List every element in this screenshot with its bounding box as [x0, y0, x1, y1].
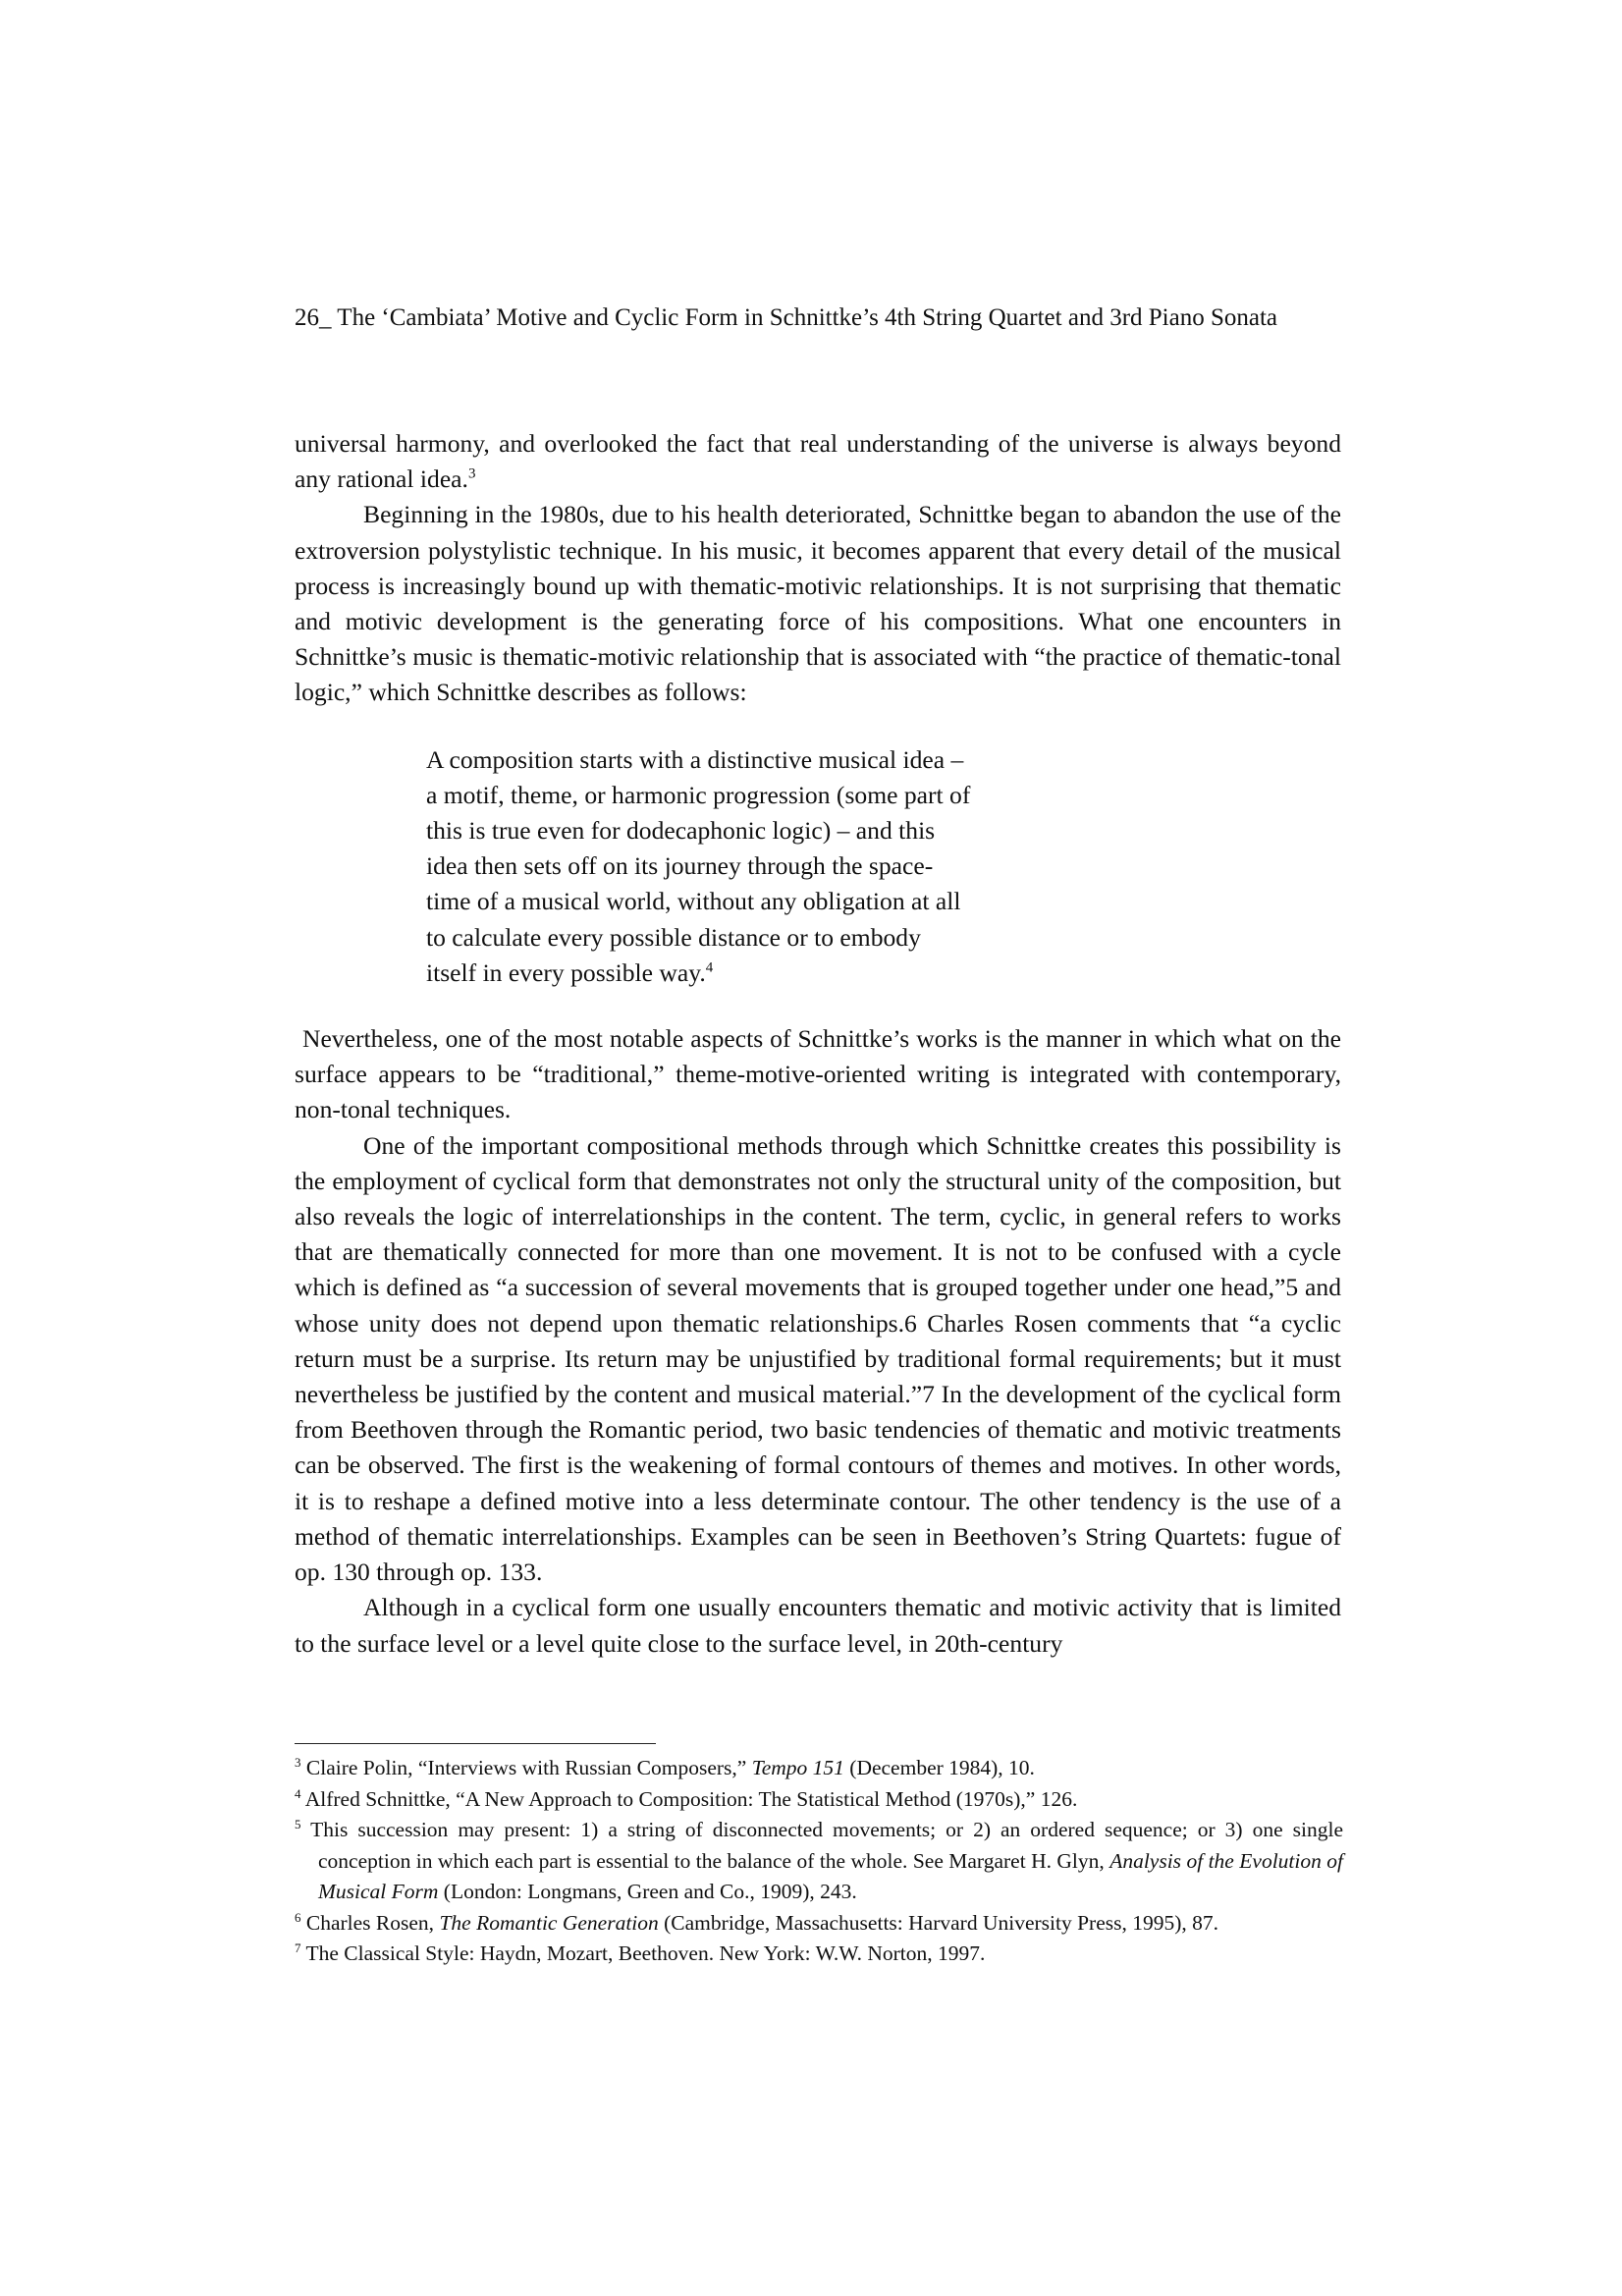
- footnote-title: Analysis of the Evolution of Musical Form: [318, 1848, 1343, 1903]
- block-quote: [426, 742, 1054, 991]
- paragraph-4: One of the important compositional methods through which Schnittke creates this possibility is the employment of cyclical form that demonstrates not only the structural unity of the composition, but also reveals the logic of interrelationships in the content. The term, cyclic, in general refers to works that are thematically connected for more than one movement. It is not to be confused with a cycle which is defined as “a succession of several movements that is grouped together under one head,”5 and whose unity does not depend upon thematic relationships.6 Charles Rosen comments that “a cyclic return must be a surprise. Its return may be unjustified by traditional formal requirements; but it must nevertheless be justified by the content and musical material.”7 In the development of the cyclical form from Beethoven through the Romantic period, two basic tendencies of thematic and motivic treatments can be observed. The first is the weakening of formal contours of themes and motives. In other words, it is to reshape a defined motive into a less determinate contour. The other tendency is the use of a method of thematic interrelationships. Examples can be seen in Beethoven’s String Quartets: fugue of op. 130 through op. 133.: [295, 1130, 1341, 1587]
- paragraph-3: Nevertheless, one of the most notable aspects of Schnittke’s works is the manner in which what on the surface appears to be “traditional,” theme-motive-oriented writing is integrated with contemporary, non-tonal techniques.: [295, 1024, 1341, 1124]
- footnote-text: (London: Longmans, Green and Co., 1909), 243.: [438, 1880, 857, 1903]
- footnote-text: This succession may present: 1) a string of disconnected movements; or 2) an ordered sequence; or 3) one single conception in which each part is essential to the balance of the whole. See Margaret H. Glyn,: [310, 1818, 1343, 1873]
- footnote-number: 7: [295, 1940, 301, 1955]
- footnote-title: Tempo 151: [751, 1756, 844, 1779]
- paragraph-1-text: universal harmony, and overlooked the fact that real understanding of the universe is always beyond any rational idea.: [295, 429, 1341, 494]
- footnote-number: 5: [295, 1816, 301, 1831]
- footnote-text: (Cambridge, Massachusetts: Harvard University Press, 1995), 87.: [658, 1910, 1219, 1935]
- footnote-separator: [295, 1743, 656, 1744]
- paragraph-1: [295, 426, 1341, 497]
- footnote-text: Claire Polin, “Interviews with Russian Composers,”: [305, 1756, 752, 1779]
- footnote-number: 6: [295, 1909, 301, 1925]
- quote-line-1: A composition starts with a distinctive musical idea –: [426, 744, 964, 774]
- footnote-5: [295, 1815, 1343, 1908]
- running-head: 26_ The ‘Cambiata’ Motive and Cyclic Form in Schnittke’s 4th String Quartet and 3rd Piano Sonata: [295, 304, 1278, 331]
- paragraph-5: Although in a cyclical form one usually encounters thematic and motivic activity that is limited to the surface level or a level quite close to the surface level, in 20th-century: [295, 1593, 1341, 1658]
- footnote-3: [295, 1753, 1343, 1784]
- footnote-ref-3: 3: [467, 465, 476, 482]
- footnote-text: Charles Rosen,: [305, 1910, 440, 1935]
- quote-line-4: idea then sets off on its journey through the space-: [426, 851, 934, 881]
- paragraph-2: Beginning in the 1980s, due to his health deteriorated, Schnittke began to abandon the use of the extroversion polystylistic technique. In his music, it becomes apparent that every detail of the musical process is increasingly bound up with thematic-motivic relationships. It is not surprising that thematic and motivic development is the generating force of his compositions. What one encounters in Schnittke’s music is thematic-motivic relationship that is associated with “the practice of thematic-tonal logic,” which Schnittke describes as follows:: [295, 500, 1341, 707]
- footnote-title: The Romantic Generation: [439, 1910, 659, 1935]
- quote-line-6: to calculate every possible distance or to embody: [426, 922, 921, 952]
- footnote-number: 4: [295, 1785, 301, 1801]
- body-text: [295, 426, 1341, 1662]
- quote-line-5: time of a musical world, without any obligation at all: [426, 887, 961, 916]
- footnote-6: [295, 1908, 1343, 1940]
- footnote-4: [295, 1784, 1343, 1816]
- footnote-text: The Classical Style: Haydn, Mozart, Beethoven. New York: W.W. Norton, 1997.: [305, 1941, 986, 1965]
- footnote-text: (December 1984), 10.: [843, 1756, 1035, 1779]
- footnote-text: Alfred Schnittke, “A New Approach to Composition: The Statistical Method (1970s),” 126.: [304, 1786, 1078, 1811]
- footnote-7: [295, 1939, 1343, 1970]
- footnote-number: 3: [295, 1754, 301, 1770]
- footnotes: [295, 1753, 1343, 1970]
- footnote-ref-4: 4: [705, 959, 714, 976]
- quote-line-7: itself in every possible way.: [426, 957, 706, 987]
- quote-line-3: this is true even for dodecaphonic logic) – and this: [426, 816, 936, 846]
- quote-line-2: a motif, theme, or harmonic progression (some part of: [426, 780, 971, 809]
